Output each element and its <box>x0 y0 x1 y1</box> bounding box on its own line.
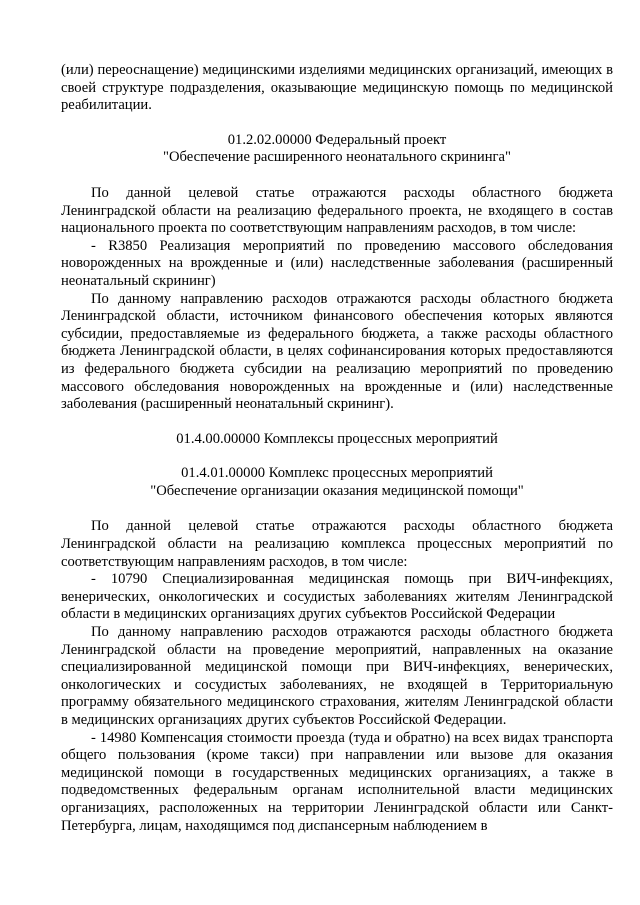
paragraph: (или) переоснащение) медицинскими изделиями медицинских организаций, имеющих в своей структуре подразделения, оказывающие медицинскую помощь по медицинской реабилитации. <box>61 62 613 114</box>
paragraph: - 10790 Специализированная медицинская помощь при ВИЧ-инфекциях, венерических, онкологических и сосудистых заболеваниях жителям Ленинградской области в медицинских организациях других субъектов Российской Федерации <box>61 571 613 623</box>
paragraph: По данному направлению расходов отражаются расходы областного бюджета Ленинградской области, источником финансового обеспечения которых являются субсидии, предоставляемые из федерального бюджета, а также расходы областного бюджета Ленинградской области, в целях софинансирования которых предоставляются из федерального бюджета субсидии на реализацию мероприятий по проведению массового обследования новорожденных на врожденные и (или) наследственные заболевания (расширенный неонатальный скрининг). <box>61 290 613 413</box>
section-heading <box>61 132 613 167</box>
paragraph: По данной целевой статье отражаются расходы областного бюджета Ленинградской области на реализацию федерального проекта, не входящего в состав национального проекта по соответствующим направлениям расходов, в том числе: <box>61 184 613 237</box>
section-heading <box>61 465 613 500</box>
paragraph: По данной целевой статье отражаются расходы областного бюджета Ленинградской области на реализацию комплекса процессных мероприятий по соответствующим направлениям расходов, в том числе: <box>61 518 613 570</box>
paragraph: - 14980 Компенсация стоимости проезда (туда и обратно) на всех видах транспорта общего пользования (кроме такси) при направлении или вызове для оказания медицинской помощи в государственных медицинских организациях, а также в подведомственных федеральным органам исполнительной власти медицинских организациях, расположенных на территории Ленинградской области или Санкт-Петербурга, лицам, находящимся под диспансерным наблюдением в <box>61 729 613 834</box>
paragraph: - R3850 Реализация мероприятий по проведению массового обследования новорожденных на врожденные и (или) наследственные заболевания (расширенный неонатальный скрининг) <box>61 237 613 289</box>
heading-line: "Обеспечение расширенного неонатального скрининга" <box>163 149 511 166</box>
heading-line: 01.4.01.00000 Комплекс процессных мероприятий <box>181 465 493 482</box>
heading-line: 01.2.02.00000 Федеральный проект <box>227 131 447 148</box>
paragraph: По данному направлению расходов отражаются расходы областного бюджета Ленинградской области на проведение мероприятий, направленных на оказание специализированной медицинской помощи при ВИЧ-инфекциях, венерических, онкологических и сосудистых заболеваниях, не входящей в Территориальную программу обязательного медицинского страхования, жителям Ленинградской области в медицинских организациях других субъектов Российской Федерации. <box>61 624 613 728</box>
heading-line: 01.4.00.00000 Комплексы процессных мероприятий <box>176 430 498 447</box>
heading-line: "Обеспечение организации оказания медицинской помощи" <box>150 482 524 499</box>
section-heading <box>61 431 613 449</box>
